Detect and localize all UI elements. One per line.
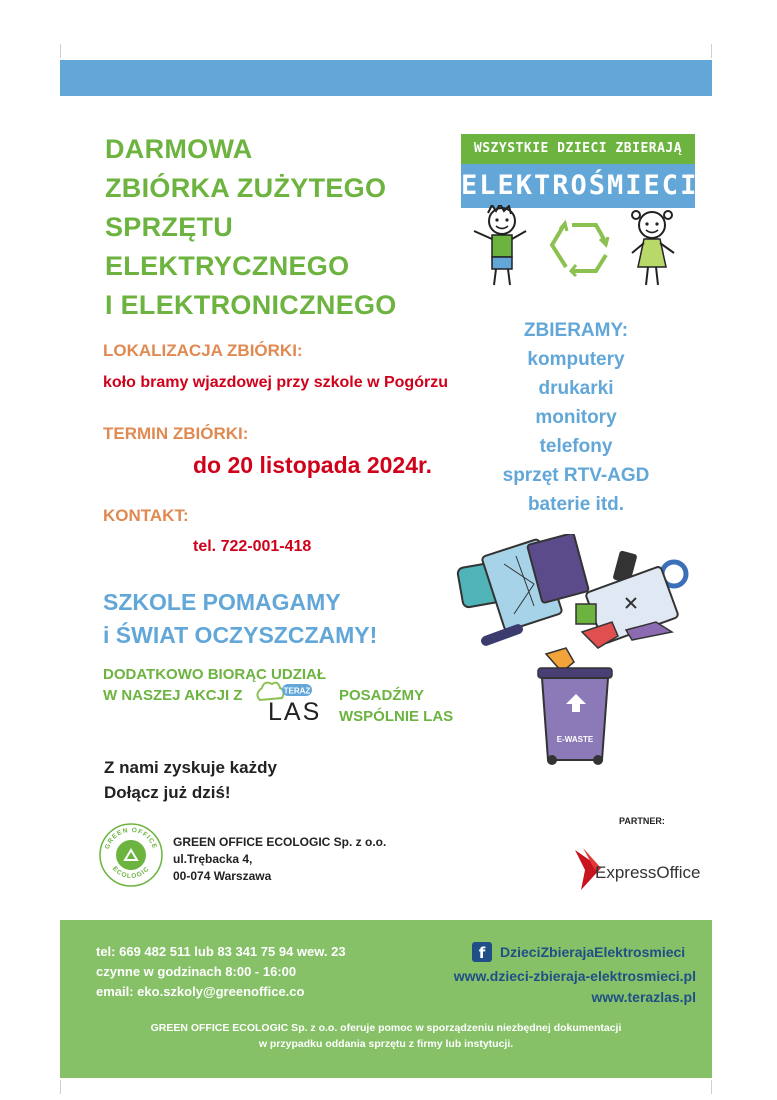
title-line: I ELEKTRONICZNEGO — [105, 290, 397, 320]
footer-note — [60, 1020, 712, 1052]
footer-phone: tel: 669 482 511 lub 83 341 75 94 wew. 23 — [96, 944, 346, 959]
main-title — [105, 130, 397, 325]
contact-label: KONTAKT: — [103, 506, 189, 525]
slogan-line: SZKOLE POMAGAMY — [103, 589, 341, 615]
boy-figure-icon — [474, 205, 526, 285]
partner-label: PARTNER: — [619, 816, 665, 826]
title-line: DARMOWA — [105, 134, 253, 164]
footer-panel — [60, 920, 712, 1078]
footer-note-line: w przypadku oddania sprzętu z firmy lub instytucji. — [258, 1038, 514, 1050]
badge-top-text: WSZYSTKIE DZIECI ZBIERAJĄ — [461, 134, 695, 164]
collect-list — [478, 316, 674, 519]
website-link-1[interactable]: www.dzieci-zbieraja-elektrosmieci.pl — [453, 968, 696, 984]
extra-line-4: WSPÓLNIE LAS — [339, 708, 454, 725]
footer-contact — [96, 942, 346, 1002]
extra-line-1: DODATKOWO BIORĄC UDZIAŁ — [103, 666, 327, 683]
extra-line-2: W NASZEJ AKCJI Z — [103, 687, 243, 704]
company-street: ul.Trębacka 4, — [173, 852, 253, 866]
trim-line-bottom-right — [711, 1080, 712, 1094]
footer-hours: czynne w godzinach 8:00 - 16:00 — [96, 964, 297, 979]
slogan-line: i ŚWIAT OCZYSZCZAMY! — [103, 622, 378, 648]
ewaste-bin-illustration — [446, 534, 692, 766]
collect-heading: ZBIERAMY: — [523, 320, 629, 341]
slogan — [103, 586, 377, 652]
join-line: Z nami zyskuje każdy — [104, 758, 277, 777]
footer-email[interactable]: email: eko.szkoly@greenoffice.co — [96, 984, 305, 999]
girl-figure-icon — [632, 211, 674, 285]
badge-bottom-text: ELEKTROŚMIECI — [461, 164, 695, 208]
teraz-las-logo — [254, 678, 338, 724]
extra-line-3: POSADŹMY — [339, 687, 425, 704]
company-address — [173, 834, 386, 885]
join-text — [104, 755, 277, 805]
recycle-symbol-icon — [552, 223, 608, 276]
facebook-link[interactable] — [472, 940, 685, 964]
title-line: SPRZĘTU — [105, 212, 234, 242]
logo-arc-top: GREEN OFFICE — [103, 826, 159, 851]
collect-item: telefony — [539, 436, 613, 457]
kids-recycling-illustration — [466, 205, 696, 291]
teraz-las-small: TERAZ — [283, 686, 311, 696]
collect-item: komputery — [527, 349, 625, 370]
company-city: 00-074 Warszawa — [173, 869, 272, 883]
website-link-2[interactable]: www.terazlas.pl — [591, 989, 696, 1005]
teraz-las-big: LAS — [268, 698, 322, 724]
campaign-badge — [461, 134, 699, 208]
trim-line-right — [711, 44, 712, 58]
contact-phone: tel. 722-001-418 — [193, 538, 312, 555]
trim-line-bottom-left — [60, 1080, 61, 1094]
term-value: do 20 listopada 2024r. — [193, 452, 433, 478]
green-office-logo — [98, 822, 164, 888]
footer-note-line: GREEN OFFICE ECOLOGIC Sp. z o.o. oferuje pomoc w sporządzeniu niezbędnej dokumentacji — [150, 1022, 622, 1034]
footer-links — [454, 966, 696, 1008]
expressoffice-logo — [571, 842, 711, 892]
location-label: LOKALIZACJA ZBIÓRKI: — [103, 341, 303, 360]
term-label: TERMIN ZBIÓRKI: — [103, 424, 249, 443]
facebook-icon: f — [472, 942, 492, 962]
company-name: GREEN OFFICE ECOLOGIC Sp. z o.o. — [173, 835, 387, 849]
trim-line-left — [60, 44, 61, 58]
collect-item: drukarki — [538, 378, 614, 399]
top-blue-bar — [60, 60, 712, 96]
collect-item: baterie itd. — [527, 494, 625, 515]
bin-label: E-WASTE — [556, 735, 594, 744]
title-line: ZBIÓRKA ZUŻYTEGO — [105, 173, 387, 203]
join-line: Dołącz już dziś! — [104, 783, 231, 802]
location-value: koło bramy wjazdowej przy szkole w Pogórzu — [103, 374, 448, 391]
facebook-handle[interactable]: DzieciZbierajaElektrosmieci — [500, 944, 686, 960]
collect-item: monitory — [535, 407, 617, 428]
collect-item: sprzęt RTV-AGD — [502, 465, 650, 486]
logo-arc-bottom: ECOLOGIC — [110, 865, 152, 881]
title-line: ELEKTRYCZNEGO — [105, 251, 350, 281]
partner-name: ExpressOffice — [595, 863, 701, 882]
